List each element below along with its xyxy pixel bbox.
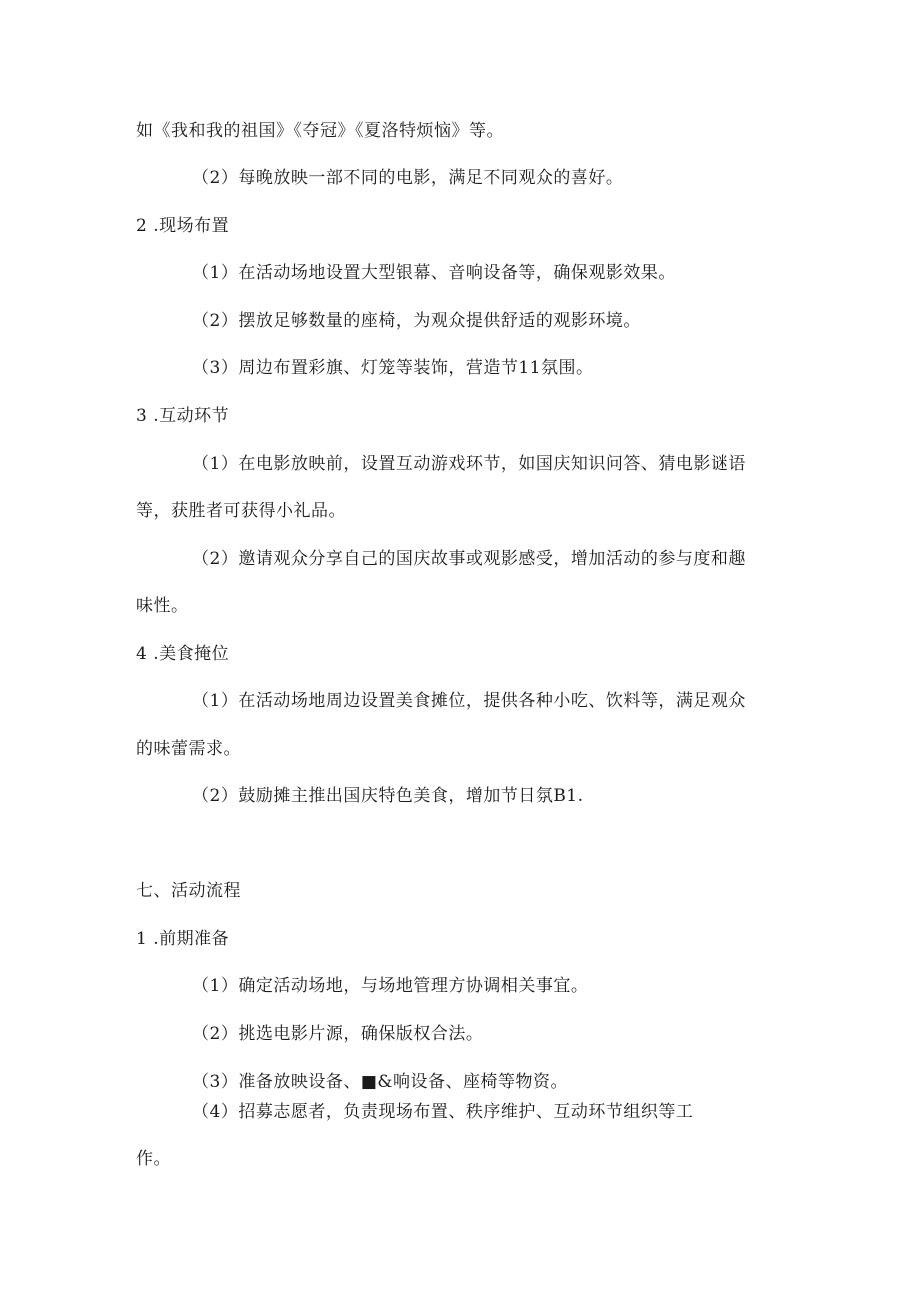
text-line-food-stalls-cont: 的味蕾需求。 bbox=[136, 739, 241, 759]
text-line-film-source: （2）挑选电影片源，确保版权合法。 bbox=[192, 1024, 484, 1044]
text-line-decorations: （3）周边布置彩旗、灯笼等装饰，营造节11氛围。 bbox=[192, 358, 594, 378]
text-line-venue: （1）确定活动场地，与场地管理方协调相关事宜。 bbox=[192, 976, 589, 996]
text-line-volunteers-cont: 作。 bbox=[136, 1149, 171, 1169]
text-line-film-examples: 如《我和我的祖国》《夺冠》《夏洛特烦恼》等。 bbox=[136, 121, 504, 141]
heading-food: 4 .美食掩位 bbox=[136, 644, 230, 664]
text-line-nightly-screening: （2）每晚放映一部不同的电影，满足不同观众的喜好。 bbox=[192, 168, 624, 188]
text-line-equipment: （3）准备放映设备、■&响设备、座椅等物资。 bbox=[192, 1072, 569, 1092]
text-line-sharing: （2）邀请观众分享自己的国庆故事或观影感受，增加活动的参与度和趣 bbox=[192, 549, 746, 569]
text-line-sharing-cont: 味性。 bbox=[136, 596, 189, 616]
text-line-volunteers: （4）招募志愿者，负责现场布置、秩序维护、互动环节组织等工 bbox=[192, 1102, 694, 1122]
heading-preparation: 1 .前期准备 bbox=[136, 929, 230, 949]
text-line-special-food: （2）鼓励摊主推出国庆特色美食，增加节日氛B1. bbox=[192, 786, 584, 806]
text-line-games: （1）在电影放映前，设置互动游戏环节，如国庆知识问答、猜电影谜语 bbox=[192, 454, 746, 474]
text-line-food-stalls: （1）在活动场地周边设置美食摊位，提供各种小吃、饮料等，满足观众 bbox=[192, 691, 746, 711]
text-line-seating: （2）摆放足够数量的座椅，为观众提供舒适的观影环境。 bbox=[192, 311, 641, 331]
section-heading-process: 七、活动流程 bbox=[136, 881, 241, 901]
heading-interaction: 3 .互动环节 bbox=[136, 406, 230, 426]
text-line-games-cont: 等，获胜者可获得小礼品。 bbox=[136, 501, 346, 521]
heading-site-layout: 2 .现场布置 bbox=[136, 216, 230, 236]
text-line-screen-audio: （1）在活动场地设置大型银幕、音响设备等，确保观影效果。 bbox=[192, 263, 676, 283]
